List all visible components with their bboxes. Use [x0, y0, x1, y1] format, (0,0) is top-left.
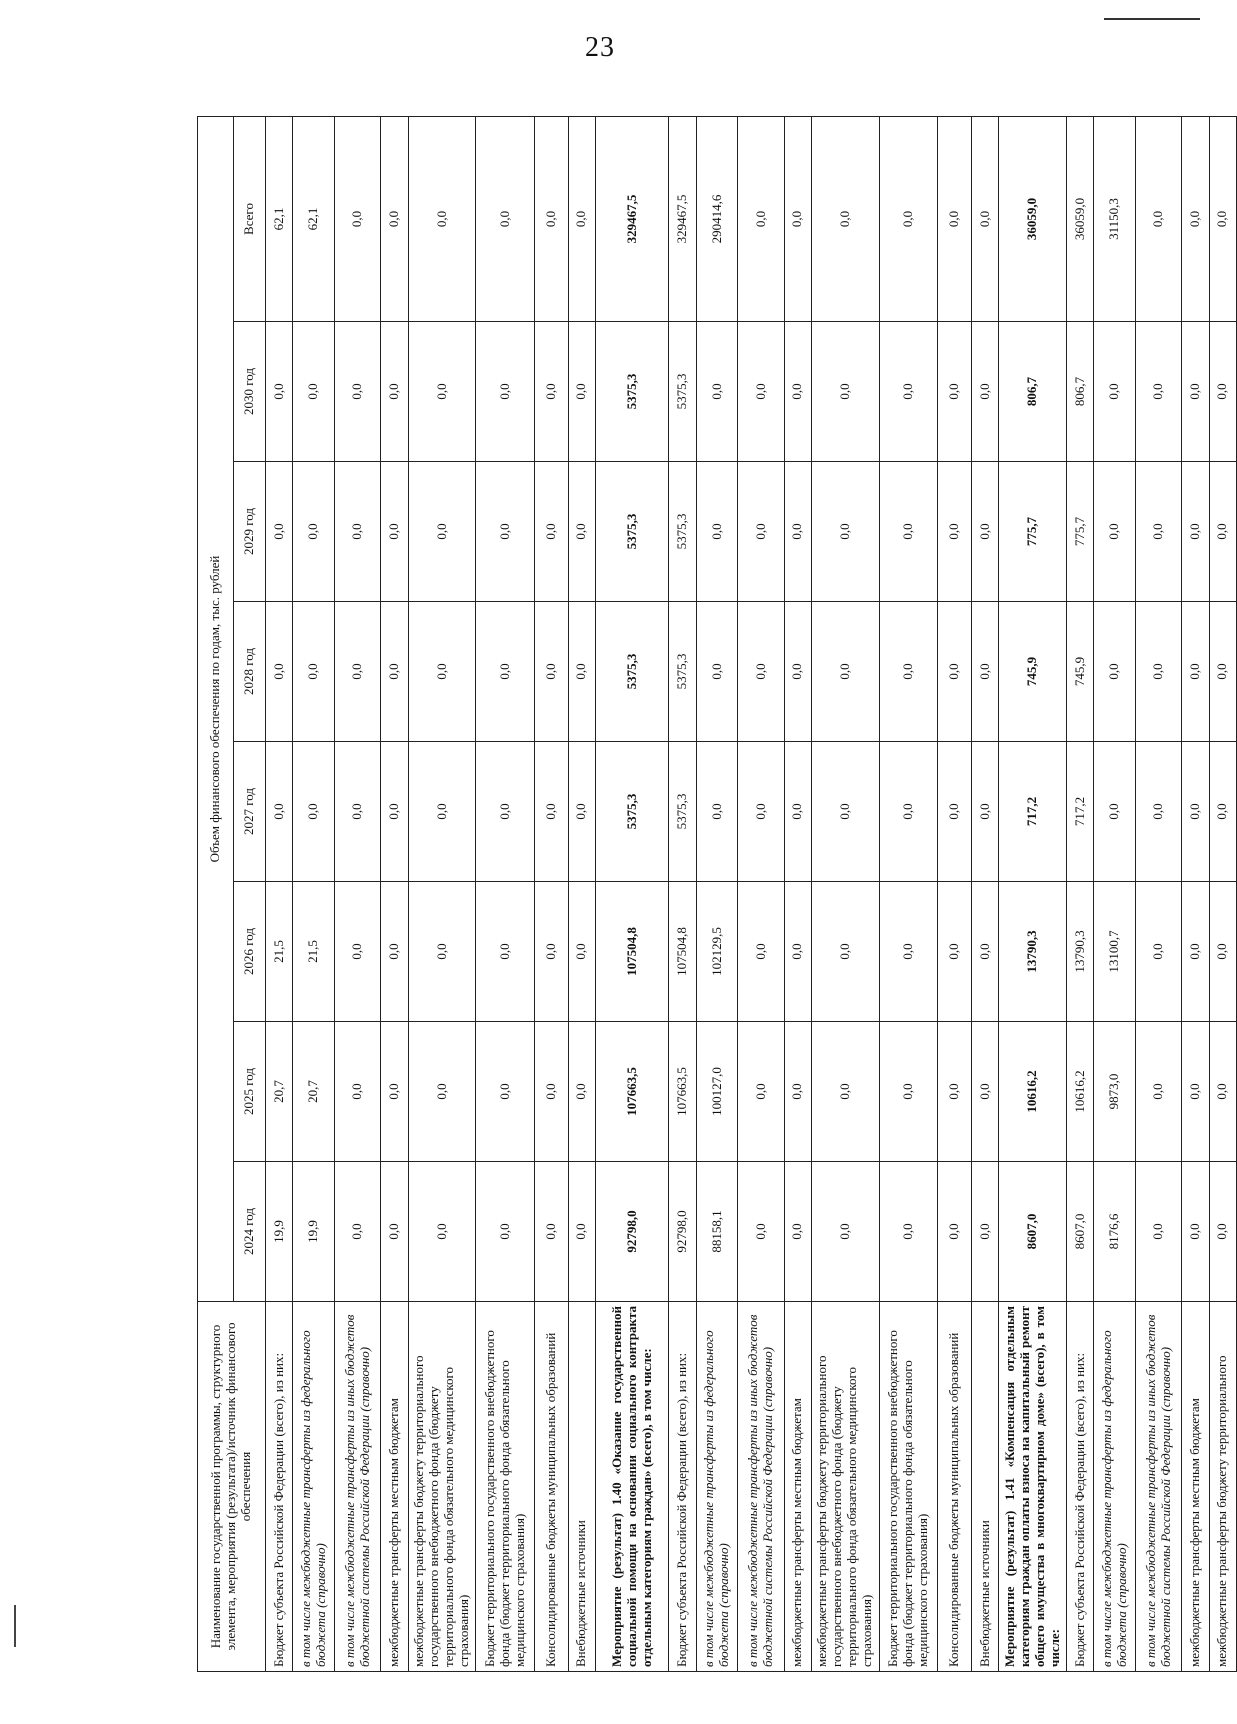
- row-value: 0,0: [1094, 742, 1136, 882]
- row-label: Бюджет территориального государственного внебюджетного фонда (бюджет территориального фонда обязательного медицинского страхования): [879, 1302, 938, 1672]
- table-row: [999, 116, 1067, 1671]
- row-value: 0,0: [738, 742, 784, 882]
- row-value: 0,0: [784, 602, 811, 742]
- row-value: 0,0: [1209, 462, 1236, 602]
- row-value: 5375,3: [595, 462, 668, 602]
- row-value: 0,0: [811, 1022, 879, 1162]
- row-value: 5375,3: [595, 742, 668, 882]
- row-value: 329467,5: [669, 116, 696, 321]
- row-value: 0,0: [811, 882, 879, 1022]
- row-value: 0,0: [784, 322, 811, 462]
- row-value: 0,0: [535, 322, 569, 462]
- row-value: 0,0: [784, 742, 811, 882]
- row-value: 5375,3: [595, 322, 668, 462]
- row-value: 745,9: [1067, 602, 1094, 742]
- row-value: 0,0: [293, 602, 335, 742]
- row-value: 0,0: [1094, 462, 1136, 602]
- row-value: 36059,0: [1067, 116, 1094, 321]
- row-value: 0,0: [476, 1022, 535, 1162]
- row-value: 290414,6: [696, 116, 738, 321]
- row-value: 62,1: [293, 116, 335, 321]
- row-label: межбюджетные трансферты бюджету территориального государственного внебюджетного фонда (бюджету территориального фонда обязательного медицинского страхования): [811, 1302, 879, 1672]
- table-row: [1094, 116, 1136, 1671]
- row-value: 8607,0: [999, 1162, 1067, 1302]
- row-value: 0,0: [335, 1162, 381, 1302]
- row-value: 0,0: [1136, 742, 1182, 882]
- row-label: межбюджетные трансферты бюджету территориального: [1209, 1302, 1236, 1672]
- row-value: 36059,0: [999, 116, 1067, 321]
- row-value: 88158,1: [696, 1162, 738, 1302]
- row-value: 0,0: [535, 882, 569, 1022]
- row-value: 0,0: [476, 322, 535, 462]
- row-value: 745,9: [999, 602, 1067, 742]
- row-value: 806,7: [1067, 322, 1094, 462]
- row-value: 0,0: [738, 882, 784, 1022]
- row-value: 0,0: [381, 882, 408, 1022]
- row-value: 92798,0: [595, 1162, 668, 1302]
- row-value: 0,0: [1209, 742, 1236, 882]
- row-value: 0,0: [738, 1162, 784, 1302]
- row-value: 0,0: [1094, 602, 1136, 742]
- row-label: в том числе межбюджетные трансферты из иных бюджетов бюджетной системы Российской Федерации (справочно): [738, 1302, 784, 1672]
- row-value: 0,0: [476, 602, 535, 742]
- row-value: 0,0: [938, 322, 972, 462]
- row-value: 0,0: [381, 116, 408, 321]
- row-value: 0,0: [1182, 322, 1209, 462]
- row-label: Внебюджетные источники: [971, 1302, 998, 1672]
- row-value: 0,0: [1182, 1162, 1209, 1302]
- row-value: 0,0: [811, 602, 879, 742]
- row-value: 5375,3: [669, 462, 696, 602]
- row-value: 775,7: [1067, 462, 1094, 602]
- row-value: 0,0: [476, 882, 535, 1022]
- table-row: [568, 116, 595, 1671]
- header-group: Объем финансового обеспечения по годам, тыс. рублей: [198, 116, 234, 1301]
- table-row: [535, 116, 569, 1671]
- row-value: 19,9: [266, 1162, 293, 1302]
- row-value: 0,0: [476, 1162, 535, 1302]
- row-value: 806,7: [999, 322, 1067, 462]
- row-value: 0,0: [381, 322, 408, 462]
- row-value: 0,0: [938, 1162, 972, 1302]
- row-value: 0,0: [381, 602, 408, 742]
- row-value: 0,0: [335, 602, 381, 742]
- row-value: 0,0: [938, 602, 972, 742]
- row-value: 0,0: [879, 462, 938, 602]
- row-value: 0,0: [811, 462, 879, 602]
- row-value: 0,0: [293, 462, 335, 602]
- row-value: 0,0: [879, 742, 938, 882]
- table-row: [266, 116, 293, 1671]
- row-value: 20,7: [293, 1022, 335, 1162]
- row-value: 10616,2: [999, 1022, 1067, 1162]
- row-value: 0,0: [738, 462, 784, 602]
- page-number: 23: [585, 32, 615, 63]
- row-value: 0,0: [408, 322, 476, 462]
- row-value: 0,0: [938, 882, 972, 1022]
- row-value: 0,0: [971, 1022, 998, 1162]
- row-value: 5375,3: [669, 322, 696, 462]
- row-label: в том числе межбюджетные трансферты из федерального бюджета (справочно): [696, 1302, 738, 1672]
- row-value: 0,0: [1136, 116, 1182, 321]
- row-value: 0,0: [879, 1022, 938, 1162]
- header-year: 2030 год: [234, 322, 266, 462]
- row-value: 0,0: [784, 1162, 811, 1302]
- row-value: 0,0: [1182, 116, 1209, 321]
- row-value: 21,5: [266, 882, 293, 1022]
- row-value: 0,0: [1209, 116, 1236, 321]
- row-value: 0,0: [1136, 602, 1182, 742]
- table-row: [408, 116, 476, 1671]
- row-value: 0,0: [335, 462, 381, 602]
- row-value: 5375,3: [595, 602, 668, 742]
- row-value: 0,0: [535, 602, 569, 742]
- table-row: [1136, 116, 1182, 1671]
- row-value: 0,0: [568, 742, 595, 882]
- row-value: 19,9: [293, 1162, 335, 1302]
- row-value: 0,0: [568, 462, 595, 602]
- row-value: 0,0: [738, 322, 784, 462]
- row-value: 0,0: [1136, 1162, 1182, 1302]
- row-value: 0,0: [971, 1162, 998, 1302]
- row-value: 0,0: [381, 742, 408, 882]
- row-value: 0,0: [811, 116, 879, 321]
- row-value: 21,5: [293, 882, 335, 1022]
- row-value: 0,0: [335, 1022, 381, 1162]
- row-value: 0,0: [811, 322, 879, 462]
- row-value: 0,0: [408, 462, 476, 602]
- row-label: Бюджет территориального государственного внебюджетного фонда (бюджет территориального фонда обязательного медицинского страхования): [476, 1302, 535, 1672]
- row-value: 0,0: [1136, 322, 1182, 462]
- row-value: 0,0: [335, 882, 381, 1022]
- row-value: 0,0: [784, 116, 811, 321]
- row-label: Консолидированные бюджеты муниципальных образований: [535, 1302, 569, 1672]
- table-row: [738, 116, 784, 1671]
- row-value: 717,2: [999, 742, 1067, 882]
- row-value: 0,0: [696, 462, 738, 602]
- row-label: в том числе межбюджетные трансферты из иных бюджетов бюджетной системы Российской Федерации (справочно): [1136, 1302, 1182, 1672]
- header-name-column: Наименование государственной программы, структурного элемента, мероприятия (результата)/источник финансового обеспечения: [198, 1302, 266, 1672]
- row-value: 92798,0: [669, 1162, 696, 1302]
- row-value: 0,0: [381, 1162, 408, 1302]
- row-value: 0,0: [335, 116, 381, 321]
- row-value: 0,0: [408, 1022, 476, 1162]
- table-row: [595, 116, 668, 1671]
- row-value: 0,0: [738, 116, 784, 321]
- row-value: 0,0: [535, 462, 569, 602]
- row-value: 5375,3: [669, 602, 696, 742]
- row-value: 0,0: [568, 882, 595, 1022]
- row-value: 0,0: [266, 462, 293, 602]
- table-row: [476, 116, 535, 1671]
- row-value: 0,0: [535, 742, 569, 882]
- row-value: 100127,0: [696, 1022, 738, 1162]
- row-value: 0,0: [696, 602, 738, 742]
- row-value: 0,0: [408, 1162, 476, 1302]
- row-value: 0,0: [1182, 1022, 1209, 1162]
- row-value: 0,0: [266, 322, 293, 462]
- table-row: [696, 116, 738, 1671]
- row-label: Внебюджетные источники: [568, 1302, 595, 1672]
- row-value: 0,0: [535, 1162, 569, 1302]
- row-value: 0,0: [1209, 322, 1236, 462]
- row-value: 13100,7: [1094, 882, 1136, 1022]
- row-value: 0,0: [335, 322, 381, 462]
- row-value: 0,0: [879, 116, 938, 321]
- row-value: 0,0: [938, 1022, 972, 1162]
- row-value: 0,0: [971, 462, 998, 602]
- row-value: 0,0: [1182, 462, 1209, 602]
- row-value: 0,0: [476, 742, 535, 882]
- row-label: Бюджет субъекта Российской Федерации (всего), из них:: [266, 1302, 293, 1672]
- row-value: 13790,3: [999, 882, 1067, 1022]
- row-value: 107504,8: [595, 882, 668, 1022]
- row-value: 62,1: [266, 116, 293, 321]
- row-value: 0,0: [408, 882, 476, 1022]
- row-value: 0,0: [1182, 742, 1209, 882]
- row-value: 0,0: [971, 116, 998, 321]
- row-value: 0,0: [784, 1022, 811, 1162]
- header-year: 2027 год: [234, 742, 266, 882]
- row-value: 0,0: [1136, 1022, 1182, 1162]
- row-value: 0,0: [408, 116, 476, 321]
- table-row: [811, 116, 879, 1671]
- table-row: [669, 116, 696, 1671]
- row-value: 329467,5: [595, 116, 668, 321]
- row-value: 20,7: [266, 1022, 293, 1162]
- table-row: [938, 116, 972, 1671]
- row-label: Бюджет субъекта Российской Федерации (всего), из них:: [1067, 1302, 1094, 1672]
- row-value: 31150,3: [1094, 116, 1136, 321]
- row-value: 0,0: [1209, 1022, 1236, 1162]
- row-value: 0,0: [476, 116, 535, 321]
- row-value: 107663,5: [669, 1022, 696, 1162]
- row-value: 0,0: [266, 742, 293, 882]
- row-value: 0,0: [1094, 322, 1136, 462]
- table-row: [293, 116, 335, 1671]
- row-value: 0,0: [381, 462, 408, 602]
- row-value: 0,0: [535, 1022, 569, 1162]
- row-label: в том числе межбюджетные трансферты из федерального бюджета (справочно): [1094, 1302, 1136, 1672]
- row-value: 0,0: [879, 1162, 938, 1302]
- row-value: 0,0: [879, 322, 938, 462]
- header-year: 2025 год: [234, 1022, 266, 1162]
- row-value: 0,0: [535, 116, 569, 321]
- row-value: 0,0: [1209, 882, 1236, 1022]
- row-value: 0,0: [1209, 602, 1236, 742]
- financing-table: [197, 116, 1237, 1672]
- row-value: 0,0: [408, 742, 476, 882]
- row-value: 0,0: [811, 742, 879, 882]
- row-value: 0,0: [738, 602, 784, 742]
- row-value: 9873,0: [1094, 1022, 1136, 1162]
- header-year: 2028 год: [234, 602, 266, 742]
- row-label: в том числе межбюджетные трансферты из федерального бюджета (справочно): [293, 1302, 335, 1672]
- row-value: 10616,2: [1067, 1022, 1094, 1162]
- row-label: Мероприятие (результат) 1.41 «Компенсация отдельным категориям граждан оплаты взноса на капитальный ремонт общего имущества в многоквартирном доме» (всего), в том числе:: [999, 1302, 1067, 1672]
- rotated-table-wrapper: [197, 117, 1237, 1672]
- row-value: 0,0: [971, 742, 998, 882]
- row-value: 0,0: [938, 742, 972, 882]
- row-value: 0,0: [568, 322, 595, 462]
- row-value: 0,0: [266, 602, 293, 742]
- row-value: 0,0: [568, 1162, 595, 1302]
- row-label: Бюджет субъекта Российской Федерации (всего), из них:: [669, 1302, 696, 1672]
- row-value: 0,0: [293, 742, 335, 882]
- row-value: 0,0: [879, 602, 938, 742]
- row-value: 0,0: [408, 602, 476, 742]
- row-value: 717,2: [1067, 742, 1094, 882]
- row-value: 0,0: [1136, 882, 1182, 1022]
- header-year: 2026 год: [234, 882, 266, 1022]
- row-value: 0,0: [568, 1022, 595, 1162]
- table-row: [879, 116, 938, 1671]
- row-value: 107663,5: [595, 1022, 668, 1162]
- row-value: 0,0: [971, 602, 998, 742]
- row-value: 0,0: [784, 882, 811, 1022]
- header-year: 2029 год: [234, 462, 266, 602]
- table-row: [784, 116, 811, 1671]
- row-label: межбюджетные трансферты местным бюджетам: [381, 1302, 408, 1672]
- row-label: Консолидированные бюджеты муниципальных образований: [938, 1302, 972, 1672]
- header-year: Всего: [234, 116, 266, 321]
- table-row: [971, 116, 998, 1671]
- row-value: 0,0: [476, 462, 535, 602]
- row-value: 0,0: [335, 742, 381, 882]
- table-row: [1209, 116, 1236, 1671]
- row-value: 0,0: [696, 322, 738, 462]
- row-value: 0,0: [381, 1022, 408, 1162]
- row-value: 0,0: [738, 1022, 784, 1162]
- row-value: 5375,3: [669, 742, 696, 882]
- row-value: 0,0: [971, 882, 998, 1022]
- row-value: 0,0: [568, 116, 595, 321]
- table-row: [1182, 116, 1209, 1671]
- row-value: 0,0: [1182, 882, 1209, 1022]
- margin-mark: [14, 1605, 16, 1647]
- row-value: 775,7: [999, 462, 1067, 602]
- row-value: 0,0: [879, 882, 938, 1022]
- row-value: 107504,8: [669, 882, 696, 1022]
- top-right-rule: [1104, 18, 1200, 20]
- row-value: 0,0: [568, 602, 595, 742]
- row-label: Мероприятие (результат) 1.40 «Оказание государственной социальной помощи на основании социального контракта отдельным категориям граждан» (всего), в том числе:: [595, 1302, 668, 1672]
- table-row: [1067, 116, 1094, 1671]
- row-value: 8607,0: [1067, 1162, 1094, 1302]
- row-value: 0,0: [811, 1162, 879, 1302]
- row-label: межбюджетные трансферты местным бюджетам: [784, 1302, 811, 1672]
- row-label: в том числе межбюджетные трансферты из иных бюджетов бюджетной системы Российской Федерации (справочно): [335, 1302, 381, 1672]
- row-value: 0,0: [971, 322, 998, 462]
- header-year: 2024 год: [234, 1162, 266, 1302]
- row-value: 0,0: [696, 742, 738, 882]
- row-value: 0,0: [1136, 462, 1182, 602]
- row-value: 0,0: [784, 462, 811, 602]
- row-value: 8176,6: [1094, 1162, 1136, 1302]
- row-value: 0,0: [1182, 602, 1209, 742]
- table-row: [335, 116, 381, 1671]
- row-label: межбюджетные трансферты бюджету территориального государственного внебюджетного фонда (бюджету территориального фонда обязательного медицинского страхования): [408, 1302, 476, 1672]
- row-value: 0,0: [938, 116, 972, 321]
- row-value: 102129,5: [696, 882, 738, 1022]
- table-row: [381, 116, 408, 1671]
- row-value: 0,0: [293, 322, 335, 462]
- row-label: межбюджетные трансферты местным бюджетам: [1182, 1302, 1209, 1672]
- row-value: 0,0: [1209, 1162, 1236, 1302]
- row-value: 13790,3: [1067, 882, 1094, 1022]
- row-value: 0,0: [938, 462, 972, 602]
